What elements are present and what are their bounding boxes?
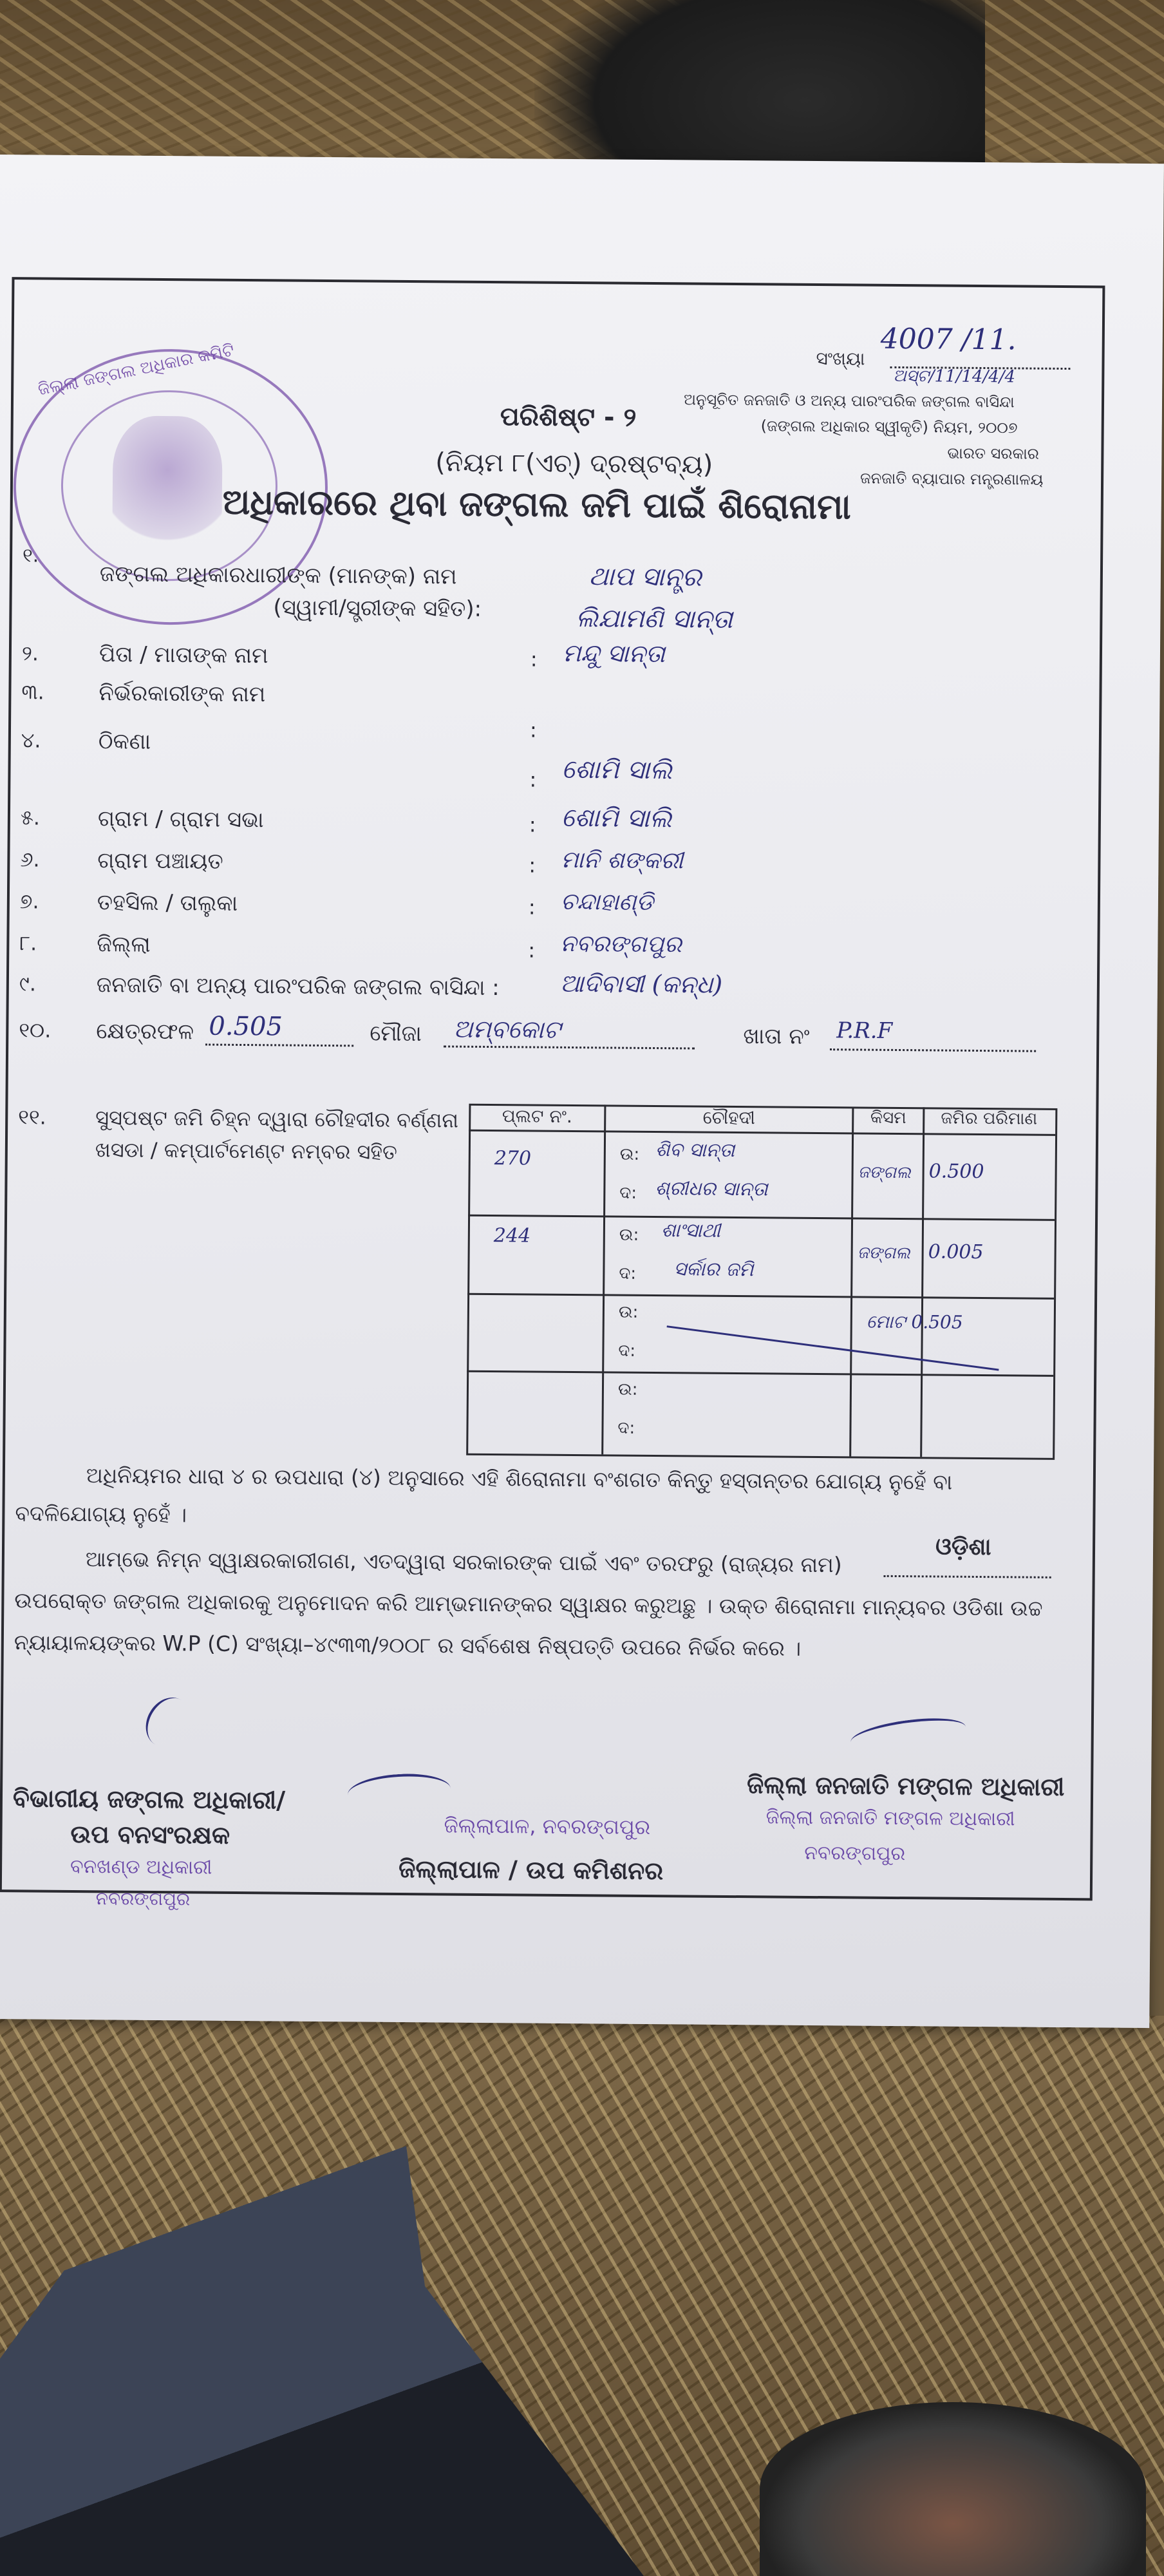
address-value: ଶୋମି ସାଲି: [561, 754, 673, 786]
para2-line2: ଉପରୋକ୍ତ ଜଙ୍ଗଲ ଅଧିକାରକୁ ଅନୁମୋଦନ କରି ଆମ୍ଭମାନଙ୍କର ସ୍ୱାକ୍ଷର କରୁଅଛୁ । ଉକ୍ତ ଶିରୋନାମା ମାନ୍ୟବର ଓଡିଶା ଉଚ୍ଚ: [14, 1587, 1043, 1621]
stamp-right-line1: ଜିଲ୍ଲା ଜନଜାତି ମଙ୍ଗଳ ଅଧିକାରୀ: [765, 1806, 1015, 1831]
parent-name-value: ମନ୍ଦୁ ସାନ୍ତା: [562, 638, 666, 668]
mouza-value: ଅମ୍ବକୋଟ: [453, 1014, 561, 1044]
act-line-4: ଜନଜାତି ବ୍ୟାପାର ମନ୍ତ୍ରଣାଳୟ: [859, 469, 1044, 489]
panchayat-value: ମାନି ଶଙ୍କରୀ: [561, 846, 684, 875]
serial-label: ସଂଖ୍ୟା: [816, 347, 865, 370]
field-tahasil-label: ତହସିଲ / ତାଲୁକା: [97, 889, 238, 916]
stamp-middle: ଜିଲ୍ଲାପାଳ, ନବରଙ୍ଗପୁର: [444, 1813, 651, 1840]
col-boundary: ଚୌହଦୀ: [702, 1106, 756, 1129]
act-line-1: ଅନୁସୂଚିତ ଜନଜାତି ଓ ଅନ୍ୟ ପାରଂପରିକ ଜଙ୍ଗଲ ବାସିନ୍ଦା: [683, 390, 1015, 412]
holder-name-value: ଥାପ ସାନ୍ତ୍ର: [588, 562, 702, 592]
state-value: ଓଡ଼ିଶା: [935, 1533, 991, 1561]
appendix-label: ପରିଶିଷ୍ଟ - ୨: [500, 402, 637, 433]
village-value: ଶୋମି ସାଲି: [561, 802, 672, 834]
area-label: କ୍ଷେତ୍ରଫଳ: [96, 1018, 194, 1045]
table-row-2-plot: 244: [493, 1224, 531, 1247]
table-row-1-west: ଶ୍ରୀଧର ସାନ୍ତା: [655, 1177, 768, 1201]
para2-line1: ଆମ୍ଭେ ନିମ୍ନ ସ୍ୱାକ୍ଷରକାରୀଗଣ, ଏତଦ୍ୱାରା ସରକାରଙ୍କ ପାଇଁ ଏବଂ ତରଫରୁ (ରାଜ୍ୟର ନାମ): [85, 1546, 842, 1578]
field-village-label: ଗ୍ରାମ / ଗ୍ରାମ ସଭା: [97, 806, 264, 833]
stamp-left-line2: ନବରଙ୍ଗପୁର: [95, 1888, 191, 1910]
signatory-left-subtitle: ଉପ ବନସଂରକ୍ଷକ: [70, 1819, 230, 1850]
khata-label: ଖାତା ନଂ: [743, 1023, 810, 1050]
field-address-label: ଠିକଣା: [98, 728, 151, 755]
table-row-2-west: ସର୍କାର ଜମି: [673, 1258, 754, 1282]
mouza-label: ମୌଜା: [370, 1020, 422, 1047]
rule-reference: (ନିୟମ ୮(ଏଚ୍) ଦ୍ରଷ୍ଟବ୍ୟ): [435, 448, 713, 480]
stamp-left-line1: ବନଖଣ୍ଡ ଅଧିକାରୀ: [70, 1855, 212, 1879]
spouse-name-value: ଲିଯାମଣି ସାନ୍ତା: [576, 603, 733, 634]
area-value: 0.505: [209, 1011, 283, 1042]
para1-line1: ଅଧିନିୟମର ଧାରା ୪ ର ଉପଧାରା (୪) ଅନୁସାରେ ଏହି ଶିରୋନାମା ବଂଶଗତ କିନ୍ତୁ ହସ୍ତାନ୍ତର ଯୋଗ୍ୟ ନୁହେଁ ବା: [86, 1463, 953, 1495]
tahasil-value: ଚନ୍ଦାହାଣ୍ଡି: [560, 888, 654, 916]
serial-number: 4007 /11.: [880, 322, 1017, 357]
col-plot-no: ପ୍ଲଟ ନଂ.: [502, 1105, 572, 1128]
stamp-right-line2: ନବରଙ୍ଗପୁର: [804, 1841, 906, 1866]
field-dependent-label: ନିର୍ଭରକାରୀଙ୍କ ନାମ: [99, 680, 266, 708]
col-type: କିସମ: [870, 1108, 906, 1128]
table-row-1-amount: 0.500: [928, 1160, 984, 1184]
page-title: ଅଧିକାରରେ ଥିବା ଜଙ୍ଗଲ ଜମି ପାଇଁ ଶିରୋନାମା: [222, 481, 851, 527]
table-total: ମୋଟ 0.505: [866, 1311, 963, 1333]
title-document: ଜିଲ୍ଲା ଜଙ୍ଗଲ ଅଧିକାର କମିଟି ସଂଖ୍ୟା 4007 /11. ଅସ୍ଟ/11/14/4/4 ପରିଶିଷ୍ଟ - ୨ (ନିୟମ ୮(ଏଚ୍) ଦ୍ରଷ୍ଟବ୍ୟ) ଅନୁସୂଚିତ ଜନଜାତି ଓ ଅନ୍ୟ ପାରଂପରିକ ଜଙ୍ଗଲ ବାସିନ୍ଦା (ଜଙ୍ଗଲ ଅଧିକାର ସ୍ୱୀକୃତି) ନିୟମ, ୨୦୦୭ ଭାରତ ସରକାର ଜନଜାତି ବ୍ୟାପାର ମନ୍ତ୍ରଣାଳୟ ଅଧିକାରରେ ଥିବା ଜଙ୍ଗଲ ଜମି ପାଇଁ ଶିରୋନାମା ୧. ଜଙ୍ଗଲ ଅଧିକାରଧାରୀଙ୍କ (ମାନଙ୍କ) ନାମ (ସ୍ୱାମୀ/ସ୍ତ୍ରୀଙ୍କ ସହିତ): ଥାପ ସାନ୍ତ୍ର ଲିଯାମଣି ସାନ୍ତା ୨. ପିତା / ମାତାଙ୍କ ନାମ : ମନ୍ଦୁ ସାନ୍ତା ୩. ନିର୍ଭରକାରୀଙ୍କ ନାମ : ୪. ଠିକଣା : ଶୋମି ସାଲି ୫. ଗ୍ରାମ / ଗ୍ରାମ ସଭା : ଶୋମି ସାଲି ୬. ଗ୍ରାମ ପଞ୍ଚାୟତ : ମାନି ଶଙ୍କରୀ ୭. ତହସିଲ / ତାଲୁକା : ଚନ୍ଦାହାଣ୍ଡି ୮. ଜିଲ୍ଲା : ନବରଙ୍ଗପୁର ୯. ଜନଜାତି ବା ଅନ୍ୟ ପାରଂପରିକ ଜଙ୍ଗଲ ବାସିନ୍ଦା : ଆଦିବାସୀ (କନ୍ଧ) ୧୦. କ୍ଷେତ୍ରଫଳ 0.505 ମୌଜା ଅମ୍ବକୋଟ ଖାତା ନଂ P.R.F ୧୧. ସୁସ୍ପଷ୍ଟ ଜମି ଚିହ୍ନ ଦ୍ୱାରା ଚୌହଦୀର ବର୍ଣ୍ଣନା ଖସଡା / କମ୍ପାର୍ଟମେଣ୍ଟ ନମ୍ବର ସହିତ ପ୍ଲଟ ନଂ. ଚୌହଦୀ କିସମ ଜମିର ପରିମାଣ 270 ଉ: ଶିବ ସାନ୍ତା ଦ: ଶ୍ରୀଧର ସାନ୍ତା ଜଙ୍ଗଲ 0.500 244 ଉ: ଶାଂସାଥୀ ଦ: ସର୍କାର ଜମି ଜଙ୍ଗଲ 0.005 ଉ: ଦ: ମୋଟ 0.505 ଉ: ଦ: ଅଧିନିୟମର ଧାରା ୪ ର ଉପଧାରା (୪) ଅନୁସାରେ ଏହି ଶିରୋନାମା ବଂଶଗତ କିନ୍ତୁ ହସ୍ତାନ୍ତର ଯୋଗ୍ୟ ନୁହେଁ ବା ବଦଳିଯୋଗ୍ୟ ନୁହେଁ । ଆମ୍ଭେ ନିମ୍ନ ସ୍ୱାକ୍ଷରକାରୀଗଣ, ଏତଦ୍ୱାରା ସରକାରଙ୍କ ପାଇଁ ଏବଂ ତରଫରୁ (ରାଜ୍ୟର ନାମ) ଓଡ଼ିଶା ଉପରୋକ୍ତ ଜଙ୍ଗଲ ଅଧିକାରକୁ ଅନୁମୋଦନ କରି ଆମ୍ଭମାନଙ୍କର ସ୍ୱାକ୍ଷର କରୁଅଛୁ । ଉକ୍ତ ଶିରୋନାମା ମାନ୍ୟବର ଓଡିଶା ଉଚ୍ଚ ନ୍ୟାୟାଳୟଙ୍କର W.P (C) ସଂଖ୍ୟା–୪୯୩୩/୨୦୦୮ ର ସର୍ବଶେଷ ନିଷ୍ପତ୍ତି ଉପରେ ନିର୍ଭର କରେ । ବିଭାଗୀୟ ଜଙ୍ଗଲ ଅଧିକାରୀ/ ଉପ ବନସଂରକ୍ଷକ ବନଖଣ୍ଡ ଅଧିକାରୀ ନବରଙ୍ଗପୁର ଜିଲ୍ଲାପାଳ, ନବରଙ୍ଗପୁର ଜିଲ୍ଲାପାଳ / ଉପ କମିଶନର ଜିଲ୍ଲା ଜନଜାତି ମଙ୍ଗଳ ଅଧିକାରୀ ଜିଲ୍ଲା ଜନଜାତି ମଙ୍ଗଳ ଅଧିକାରୀ ନବରଙ୍ଗପୁର: [0, 155, 1164, 2028]
tribe-value: ଆଦିବାସୀ (କନ୍ଧ): [559, 969, 723, 999]
para2-line3: ନ୍ୟାୟାଳୟଙ୍କର W.P (C) ସଂଖ୍ୟା–୪୯୩୩/୨୦୦୮ ର ସର୍ବଶେଷ ନିଷ୍ପତ୍ତି ଉପରେ ନିର୍ଭର କରେ ।: [14, 1629, 802, 1661]
table-row-1-type: ଜଙ୍ଗଲ: [858, 1162, 911, 1183]
signatory-right-title: ଜିଲ୍ଲା ଜନଜାତି ମଙ୍ଗଳ ଅଧିକାରୀ: [746, 1770, 1065, 1802]
boundary-table: [466, 1104, 1057, 1460]
table-row-1-east: ଶିବ ସାନ୍ତା: [655, 1139, 735, 1162]
district-value: ନବରଙ୍ଗପୁର: [560, 930, 682, 958]
boundary-label-line2: ଖସଡା / କମ୍ପାର୍ଟମେଣ୍ଟ ନମ୍ବର ସହିତ: [95, 1137, 398, 1164]
field-tribe-label: ଜନଜାତି ବା ଅନ୍ୟ ପାରଂପରିକ ଜଙ୍ଗଲ ବାସିନ୍ଦା :: [96, 972, 500, 1001]
khata-value: P.R.F: [836, 1018, 893, 1044]
field-spouse-label: (ସ୍ୱାମୀ/ସ୍ତ୍ରୀଙ୍କ ସହିତ):: [273, 594, 482, 622]
col-amount: ଜମିର ପରିମାଣ: [941, 1108, 1038, 1129]
para1-line2: ବଦଳିଯୋଗ୍ୟ ନୁହେଁ ।: [15, 1501, 187, 1528]
table-row-1-plot: 270: [494, 1147, 532, 1170]
serial-number-2: ଅସ୍ଟ/11/14/4/4: [893, 366, 1016, 387]
table-row-2-east: ଶାଂସାଥୀ: [661, 1219, 721, 1242]
field-district-label: ଜିଲ୍ଲା: [97, 931, 151, 958]
field-holder-name-label: ଜଙ୍ଗଲ ଅଧିକାରଧାରୀଙ୍କ (ମାନଙ୍କ) ନାମ: [99, 561, 457, 590]
signatory-middle-title: ଜିଲ୍ଲାପାଳ / ଉପ କମିଶନର: [398, 1854, 664, 1886]
act-line-3: ଭାରତ ସରକାର: [947, 444, 1040, 463]
sandal-image: [760, 2402, 1146, 2576]
act-line-2: (ଜଙ୍ଗଲ ଅଧିକାର ସ୍ୱୀକୃତି) ନିୟମ, ୨୦୦୭: [760, 417, 1018, 437]
table-row-2-type: ଜଙ୍ଗଲ: [857, 1243, 910, 1264]
boundary-label-line1: ସୁସ୍ପଷ୍ଟ ଜମି ଚିହ୍ନ ଦ୍ୱାରା ଚୌହଦୀର ବର୍ଣ୍ଣନା: [95, 1105, 459, 1133]
field-panchayat-label: ଗ୍ରାମ ପଞ୍ଚାୟତ: [97, 848, 223, 875]
official-seal: ଜିଲ୍ଲା ଜଙ୍ଗଲ ଅଧିକାର କମିଟି: [12, 348, 328, 626]
signatory-left-title: ବିଭାଗୀୟ ଜଙ୍ଗଲ ଅଧିକାରୀ/: [12, 1784, 286, 1815]
table-row-2-amount: 0.005: [928, 1240, 984, 1264]
field-parent-label: ପିତା / ମାତାଙ୍କ ନାମ: [99, 641, 268, 669]
